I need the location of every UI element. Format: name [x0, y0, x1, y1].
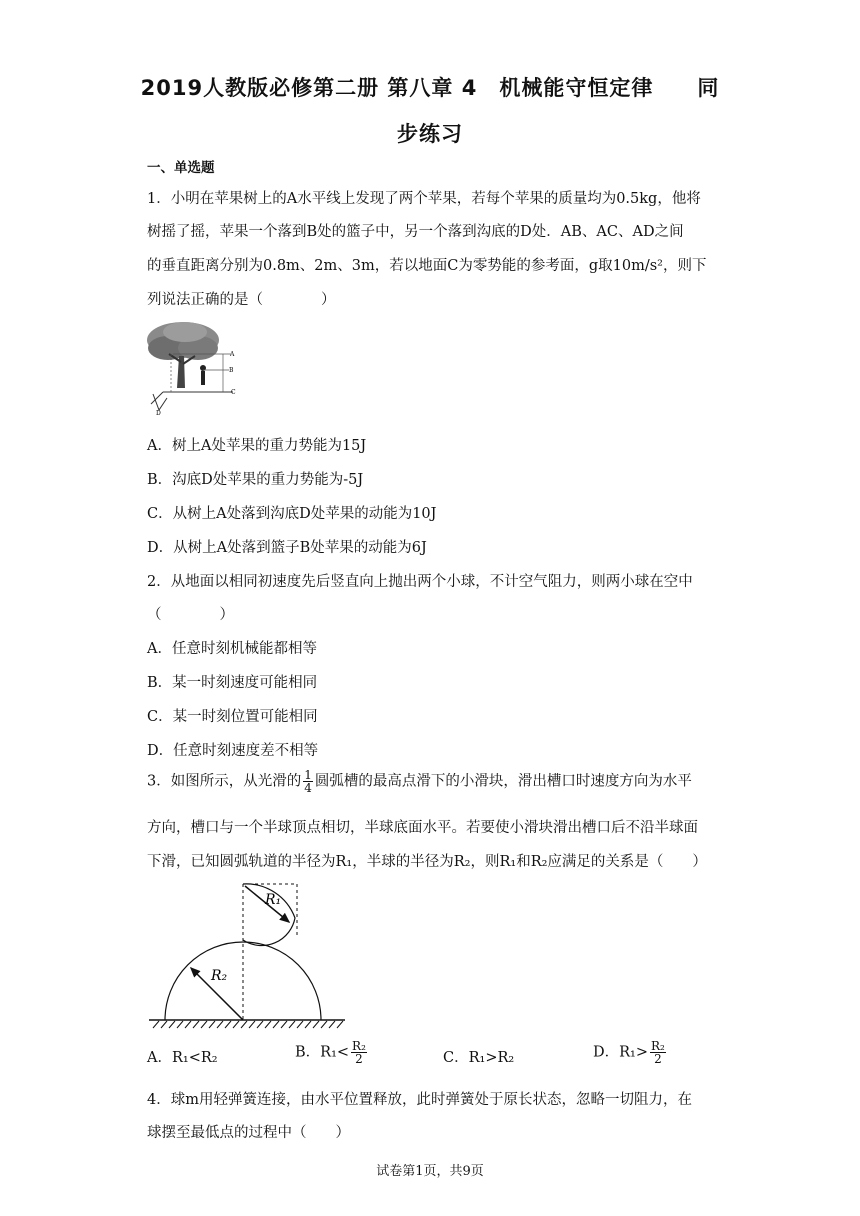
r2-half-fraction-b: [351, 1040, 367, 1065]
q3-option-c: C．R₁>R₂: [443, 1050, 515, 1066]
frac-b-num: R₂: [352, 1039, 366, 1053]
page-footer: 试卷第1页，共9页: [376, 1164, 484, 1179]
frac-d-num: R₂: [651, 1039, 665, 1053]
fig-r2-label: R₂: [211, 968, 228, 984]
frac-den: 4: [304, 781, 312, 795]
fig-r1-label: R₁: [265, 892, 282, 908]
q2-line2: （ ）: [147, 607, 234, 623]
q2-line1: 2．从地面以相同初速度先后竖直向上抛出两个小球，不计空气阻力，则两小球在空中: [147, 574, 693, 590]
q3-option-d-text: D．R₁>: [593, 1044, 649, 1061]
fig-label-b: B: [229, 367, 234, 374]
fig-label-c: C: [231, 389, 236, 396]
frac-num: 1: [304, 768, 312, 782]
q1-option-a: A．树上A处苹果的重力势能为15J: [147, 438, 367, 454]
q2-option-d: D．任意时刻速度差不相等: [147, 743, 319, 759]
q3-option-b: [295, 1040, 369, 1065]
fig-label-d: D: [156, 410, 161, 416]
q1-line3: 的垂直距离分别为0.8m、2m、3m，若以地面C为零势能的参考面，g取10m/s²，则下: [147, 258, 707, 274]
fig-label-a: A: [230, 351, 235, 358]
section-heading: 一、单选题: [147, 160, 215, 176]
q1-line1: 1．小明在苹果树上的A水平线上发现了两个苹果，若每个苹果的质量均为0.5kg，他将: [147, 191, 701, 207]
q3-option-a: A．R₁<R₂: [147, 1050, 218, 1066]
q1-option-d: D．从树上A处落到篮子B处苹果的动能为6J: [147, 540, 427, 556]
q3-line3: 下滑，已知圆弧轨道的半径为R₁，半球的半径为R₂，则R₁和R₂应满足的关系是（ ）: [147, 854, 707, 870]
hemisphere-figure: [145, 878, 355, 1030]
q3-line1: [147, 769, 692, 794]
frac-b-den: 2: [355, 1052, 363, 1066]
q4-line1: 4．球m用轻弹簧连接，由水平位置释放，此时弹簧处于原长状态，忽略一切阻力，在: [147, 1092, 692, 1108]
q1-line4: 列说法正确的是（ ）: [147, 292, 336, 308]
page-title-line1: 2019人教版必修第二册 第八章 4 机械能守恒定律 同: [140, 76, 720, 100]
page-title-line2: 步练习: [397, 122, 463, 146]
quarter-fraction: [303, 769, 313, 794]
q3-option-d: [593, 1040, 668, 1065]
q1-line2: 树摇了摇，苹果一个落到B处的篮子中，另一个落到沟底的D处．AB、AC、AD之间: [147, 224, 684, 240]
q3-line2: 方向，槽口与一个半球顶点相切，半球底面水平。若要使小滑块滑出槽口后不沿半球面: [147, 820, 698, 836]
q1-option-c: C．从树上A处落到沟底D处苹果的动能为10J: [147, 506, 437, 522]
q3-line1-pre: 3．如图所示，从光滑的: [147, 773, 302, 790]
q3-option-b-text: B．R₁<: [295, 1044, 350, 1061]
q4-line2: 球摆至最低点的过程中（ ）: [147, 1125, 350, 1141]
q1-option-b: B．沟底D处苹果的重力势能为-5J: [147, 472, 364, 488]
q2-option-b: B．某一时刻速度可能相同: [147, 675, 318, 691]
q3-line1-post: 圆弧槽的最高点滑下的小滑块，滑出槽口时速度方向为水平: [314, 773, 692, 790]
apple-tree-figure: [143, 318, 238, 416]
r2-half-fraction-d: [650, 1040, 666, 1065]
q2-option-a: A．任意时刻机械能都相等: [147, 641, 317, 657]
q2-option-c: C．某一时刻位置可能相同: [147, 709, 318, 725]
frac-d-den: 2: [654, 1052, 662, 1066]
